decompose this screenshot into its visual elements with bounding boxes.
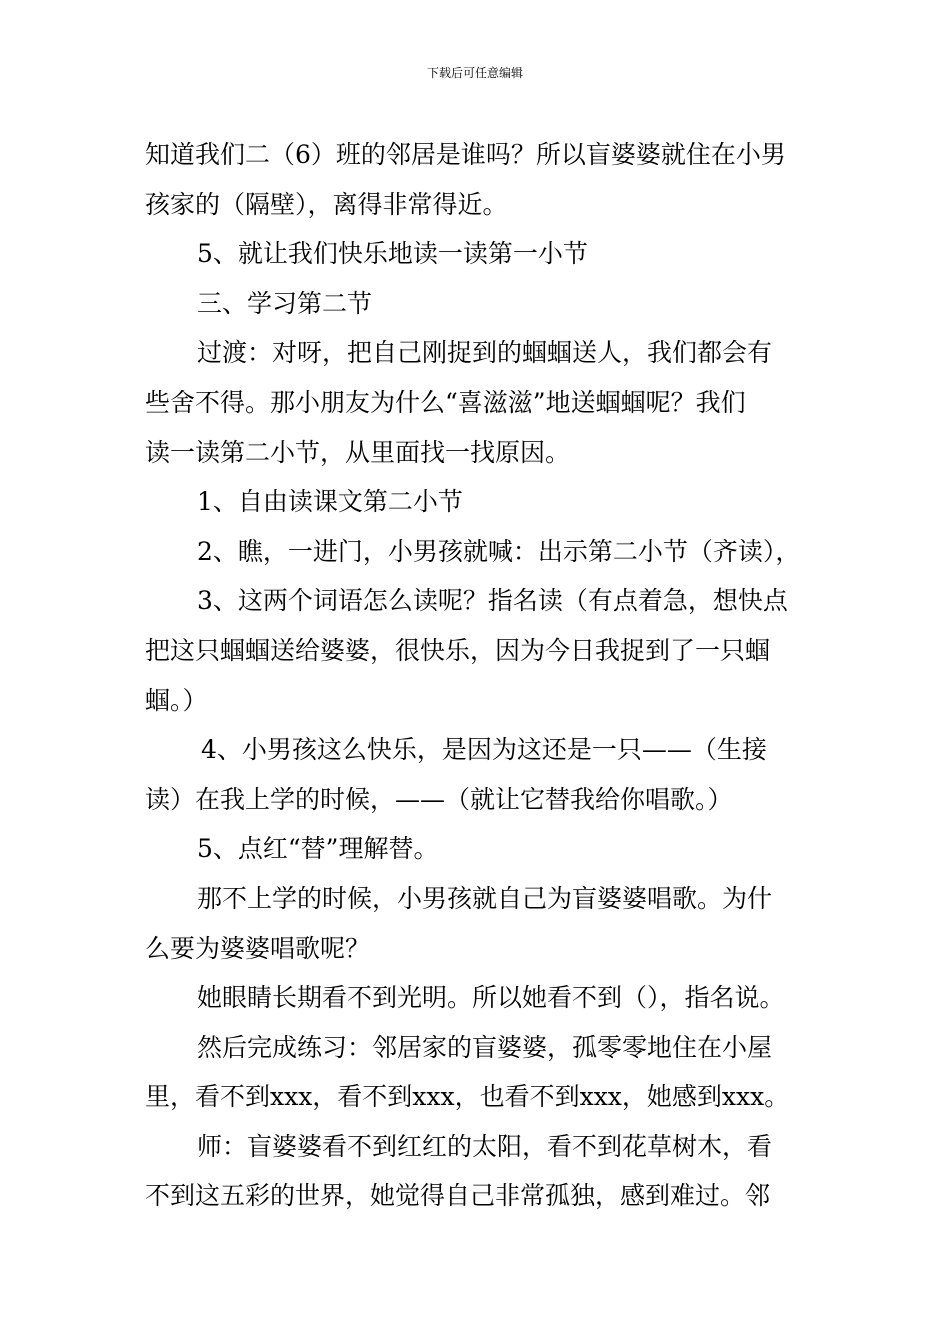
text-line: 5、点红“替”理解替。	[197, 834, 439, 864]
text-line: 读一读第二小节，从里面找一找原因。	[145, 437, 571, 467]
text-line: 些舍不得。那小朋友为什么“喜滋滋”地送蝈蝈呢？我们	[145, 387, 746, 417]
text-line: 蝈。）	[145, 685, 208, 715]
text-line: 那不上学的时候，小男孩就自己为盲婆婆唱歌。为什	[197, 883, 773, 913]
text-line: 知道我们二（6）班的邻居是谁吗？所以盲婆婆就住在小男	[145, 140, 786, 169]
text-line: 4、小男孩这么快乐，是因为这还是一只——（生接	[201, 735, 767, 765]
text-line: 1、自由读课文第二小节	[197, 487, 463, 517]
text-line: 然后完成练习：邻居家的盲婆婆，孤零零地住在小屋	[197, 1032, 773, 1062]
document-body	[145, 130, 810, 1221]
text-line: 她眼睛长期看不到光明。所以她看不到（），指名说。	[197, 983, 785, 1013]
text-line: 孩家的（隔壁），离得非常得近。	[145, 189, 508, 219]
text-line: 把这只蝈蝈送给婆婆，很快乐，因为今日我捉到了一只蝈	[145, 635, 771, 665]
text-line: 不到这五彩的世界，她觉得自己非常孤独，感到难过。邻	[145, 1181, 771, 1211]
text-line: 三、学习第二节	[197, 288, 373, 318]
text-line: 么要为婆婆唱歌呢？	[145, 933, 371, 963]
text-line: 过渡：对呀，把自己刚捉到的蝈蝈送人，我们都会有	[197, 338, 773, 368]
text-line: 里，看不到xxx，看不到xxx，也看不到xxx，她感到xxx。	[145, 1082, 790, 1112]
text-line: 3、这两个词语怎么读呢？指名读（有点着急，想快点	[197, 586, 788, 616]
text-line: 5、就让我们快乐地读一读第一小节	[197, 239, 588, 269]
text-line: 2、瞧，一进门，小男孩就喊：出示第二小节（齐读），	[197, 536, 801, 566]
text-line: 师：盲婆婆看不到红红的太阳，看不到花草树木，看	[197, 1131, 773, 1161]
page-header-note: 下载后可任意编辑	[426, 66, 523, 80]
text-line: 读）在我上学的时候，——（就让它替我给你唱歌。）	[145, 784, 733, 814]
